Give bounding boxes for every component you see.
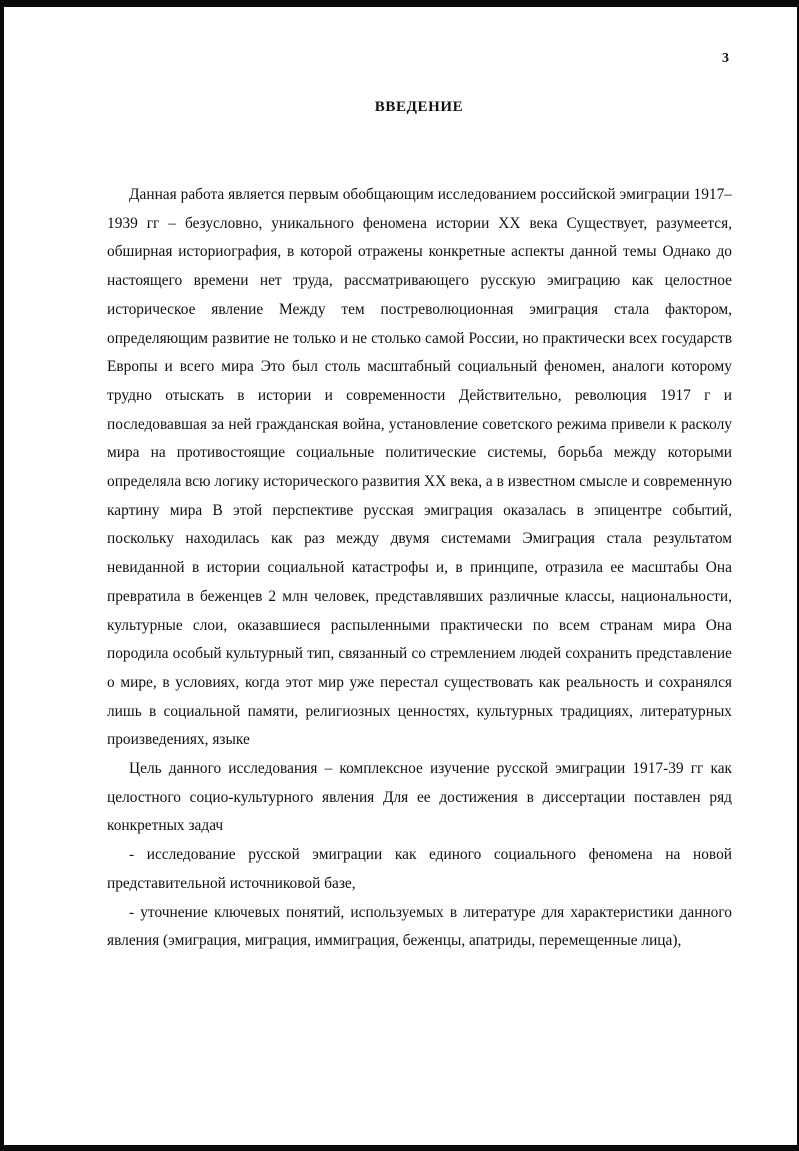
- list-item-task-1: - исследование русской эмиграции как единого социального феномена на новой представительной источниковой базе,: [107, 846, 732, 892]
- page-number: 3: [722, 51, 729, 66]
- document-body: [107, 181, 732, 956]
- paragraph-intro: Данная работа является первым обобщающим исследованием российской эмиграции 1917–1939 гг – безусловно, уникального феномена истории XX века Существует, разумеется, обширная историография, в которой отражены конкретные аспекты данной темы Однако до настоящего времени нет труда, рассматривающего русскую эмиграцию как целостное историческое явление Между тем постреволюционная эмиграция стала фактором, определяющим развитие не только и не столько самой России, но практически всех государств Европы и всего мира Это был столь масштабный социальный феномен, аналоги которому трудно отыскать в истории и современности Действительно, революция 1917 г и последовавшая за ней гражданская война, установление советского режима привели к расколу мира на противостоящие социальные политические системы, борьба между которыми определяла всю логику исторического развития XX века, а в известном смысле и современную картину мира В этой перспективе русская эмиграция оказалась в эпицентре событий, поскольку находилась как раз между двумя системами Эмиграция стала результатом невиданной в истории социальной катастрофы и, в принципе, отразила ее масштабы Она превратила в беженцев 2 млн человек, представлявших различные классы, национальности, культурные слои, оказавшиеся распыленными практически по всем странам мира Она породила особый культурный тип, связанный со стремлением людей сохранить представление о мире, в условиях, когда этот мир уже перестал существовать как реальность и сохранялся лишь в социальной памяти, религиозных ценностях, культурных традициях, литературных произведениях, языке: [107, 186, 732, 749]
- scan-border-left: [0, 0, 4, 1151]
- scan-border-bottom: [0, 1145, 799, 1151]
- paragraph-goal: Цель данного исследования – комплексное изучение русской эмиграции 1917-39 гг как целостного социо-культурного явления Для ее достижения в диссертации поставлен ряд конкретных задач: [107, 760, 732, 835]
- page-title: ВВЕДЕНИЕ: [374, 99, 464, 115]
- scan-border-top: [0, 0, 799, 7]
- list-item-task-2: - уточнение ключевых понятий, используемых в литературе для характеристики данного явления (эмиграция, миграция, иммиграция, беженцы, апатриды, перемещенные лица),: [107, 903, 732, 950]
